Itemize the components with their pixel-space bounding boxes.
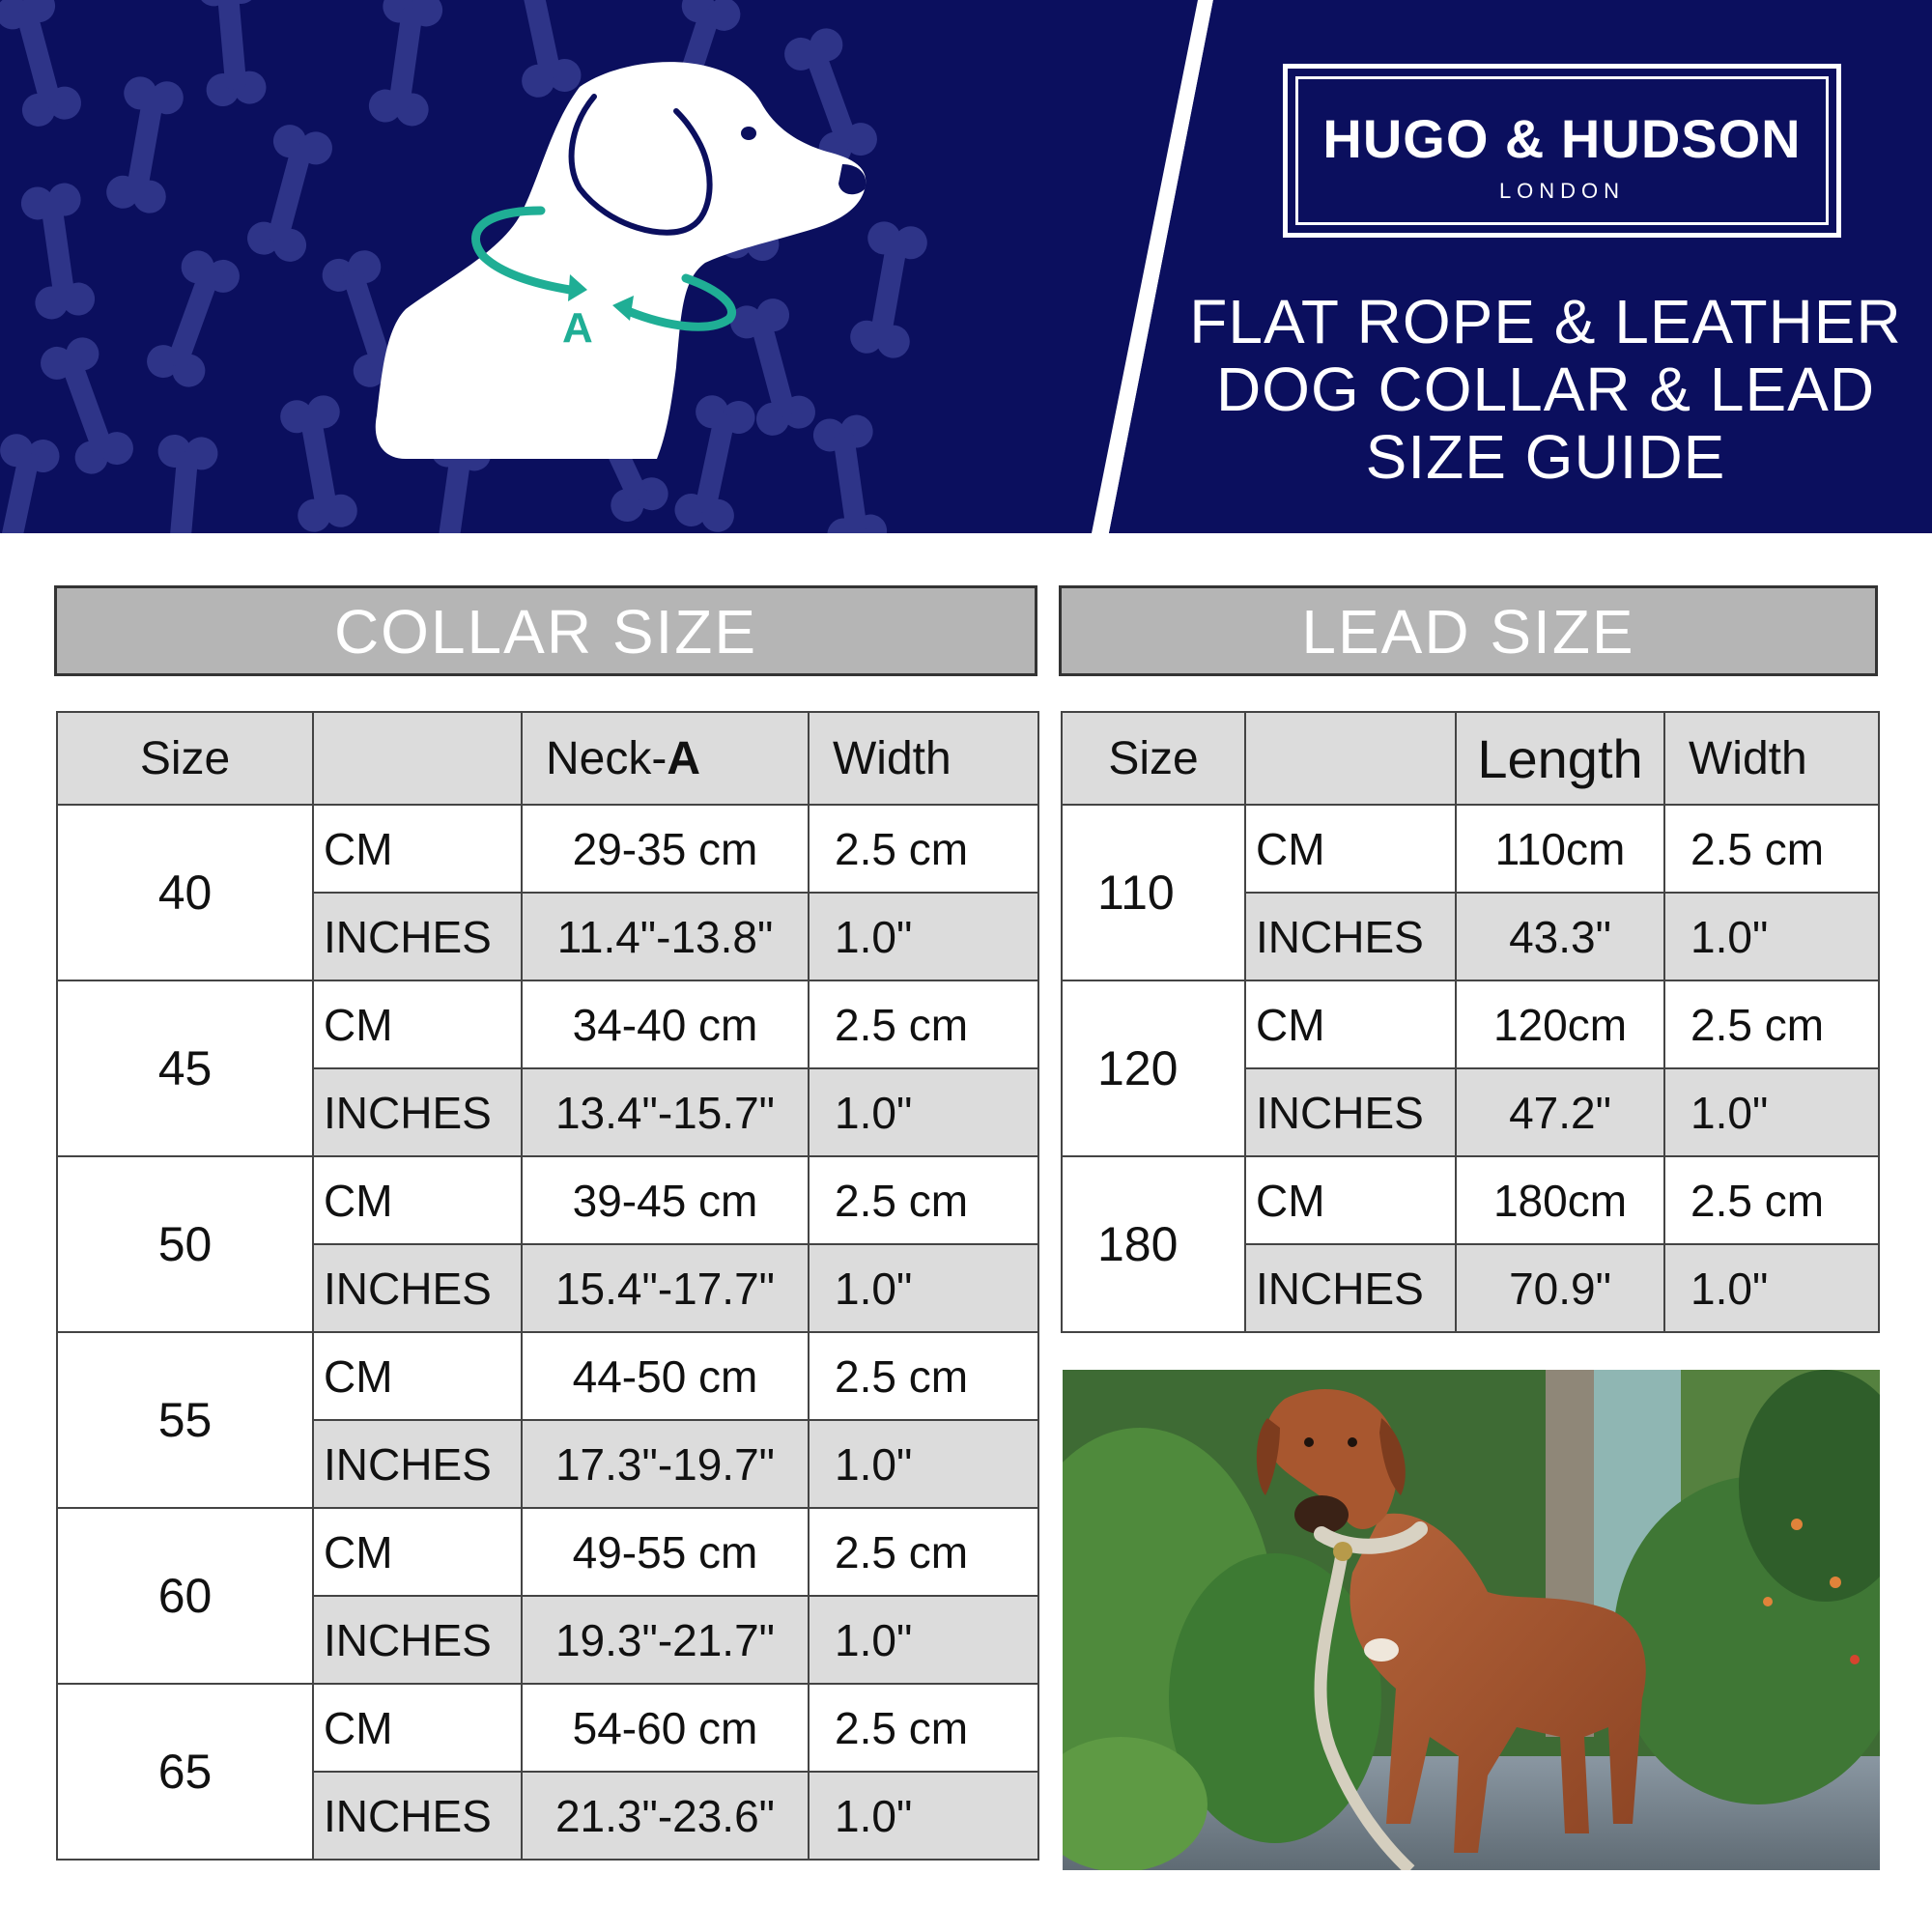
table-row	[1062, 980, 1879, 1068]
col-header-size: Size	[57, 712, 313, 805]
width-value: 1.0"	[1664, 1068, 1879, 1156]
width-value: 2.5 cm	[809, 1684, 1038, 1772]
collar-header-row	[57, 712, 1038, 805]
unit-label: CM	[313, 980, 522, 1068]
neck-value: 13.4"-15.7"	[522, 1068, 809, 1156]
size-cell: 110	[1062, 805, 1245, 980]
col-header-size: Size	[1062, 712, 1245, 805]
col-header-length: Length	[1456, 712, 1664, 805]
width-value: 2.5 cm	[809, 980, 1038, 1068]
neck-value: 39-45 cm	[522, 1156, 809, 1244]
width-value: 1.0"	[809, 893, 1038, 980]
unit-label: CM	[313, 1684, 522, 1772]
unit-label: INCHES	[1245, 1244, 1456, 1332]
neck-value: 21.3"-23.6"	[522, 1772, 809, 1860]
size-cell: 40	[57, 805, 313, 980]
width-value: 1.0"	[809, 1068, 1038, 1156]
length-value: 70.9"	[1456, 1244, 1664, 1332]
table-row	[1062, 805, 1879, 893]
width-value: 1.0"	[809, 1244, 1038, 1332]
unit-label: CM	[1245, 805, 1456, 893]
length-value: 180cm	[1456, 1156, 1664, 1244]
title-line-1: FLAT ROPE & LEATHER	[1189, 287, 1902, 356]
width-value: 2.5 cm	[809, 1156, 1038, 1244]
neck-value: 11.4"-13.8"	[522, 893, 809, 980]
size-cell: 120	[1062, 980, 1245, 1156]
width-value: 2.5 cm	[809, 1332, 1038, 1420]
width-value: 1.0"	[809, 1772, 1038, 1860]
unit-label: INCHES	[313, 1772, 522, 1860]
unit-label: INCHES	[313, 1596, 522, 1684]
neck-value: 29-35 cm	[522, 805, 809, 893]
neck-value: 34-40 cm	[522, 980, 809, 1068]
dog-photo	[1063, 1370, 1880, 1870]
table-row	[57, 1684, 1038, 1772]
col-header-width: Width	[809, 712, 1038, 805]
unit-label: CM	[1245, 1156, 1456, 1244]
header-banner	[0, 0, 1932, 533]
title-line-3: SIZE GUIDE	[1365, 422, 1726, 492]
brand-name: HUGO & HUDSON	[1322, 108, 1802, 169]
collar-size-heading: COLLAR SIZE	[54, 585, 1037, 676]
width-value: 2.5 cm	[809, 805, 1038, 893]
neck-value: 49-55 cm	[522, 1508, 809, 1596]
table-row	[57, 805, 1038, 893]
length-value: 43.3"	[1456, 893, 1664, 980]
unit-label: CM	[313, 805, 522, 893]
width-value: 2.5 cm	[809, 1508, 1038, 1596]
collar-size-table	[56, 711, 1039, 1861]
table-row	[57, 1508, 1038, 1596]
neck-value: 17.3"-19.7"	[522, 1420, 809, 1508]
size-cell: 60	[57, 1508, 313, 1684]
neck-value: 44-50 cm	[522, 1332, 809, 1420]
width-value: 2.5 cm	[1664, 980, 1879, 1068]
size-cell: 180	[1062, 1156, 1245, 1332]
page-title	[1159, 288, 1932, 491]
length-value: 110cm	[1456, 805, 1664, 893]
size-cell: 55	[57, 1332, 313, 1508]
size-cell: 65	[57, 1684, 313, 1860]
size-cell: 50	[57, 1156, 313, 1332]
measure-marker-label: A	[562, 304, 593, 352]
unit-label: INCHES	[1245, 893, 1456, 980]
neck-value: 19.3"-21.7"	[522, 1596, 809, 1684]
col-header-unit	[1245, 712, 1456, 805]
unit-label: INCHES	[313, 1068, 522, 1156]
neck-value: 15.4"-17.7"	[522, 1244, 809, 1332]
col-header-neck: Neck-A	[522, 712, 809, 805]
length-value: 120cm	[1456, 980, 1664, 1068]
col-header-unit	[313, 712, 522, 805]
brand-logo	[1283, 64, 1841, 238]
width-value: 2.5 cm	[1664, 1156, 1879, 1244]
width-value: 2.5 cm	[1664, 805, 1879, 893]
brand-location: LONDON	[1498, 179, 1626, 203]
table-row	[57, 1156, 1038, 1244]
width-value: 1.0"	[1664, 1244, 1879, 1332]
width-value: 1.0"	[809, 1596, 1038, 1684]
unit-label: INCHES	[313, 1244, 522, 1332]
length-value: 47.2"	[1456, 1068, 1664, 1156]
width-value: 1.0"	[1664, 893, 1879, 980]
unit-label: CM	[313, 1156, 522, 1244]
lead-size-heading: LEAD SIZE	[1059, 585, 1878, 676]
col-header-width: Width	[1664, 712, 1879, 805]
size-cell: 45	[57, 980, 313, 1156]
table-row	[57, 980, 1038, 1068]
lead-size-table	[1061, 711, 1880, 1333]
title-line-2: DOG COLLAR & LEAD	[1215, 355, 1876, 424]
unit-label: INCHES	[313, 893, 522, 980]
neck-value: 54-60 cm	[522, 1684, 809, 1772]
unit-label: INCHES	[313, 1420, 522, 1508]
table-row	[57, 1332, 1038, 1420]
width-value: 1.0"	[809, 1420, 1038, 1508]
unit-label: CM	[313, 1508, 522, 1596]
lead-header-row	[1062, 712, 1879, 805]
table-row	[1062, 1156, 1879, 1244]
unit-label: CM	[1245, 980, 1456, 1068]
unit-label: INCHES	[1245, 1068, 1456, 1156]
unit-label: CM	[313, 1332, 522, 1420]
